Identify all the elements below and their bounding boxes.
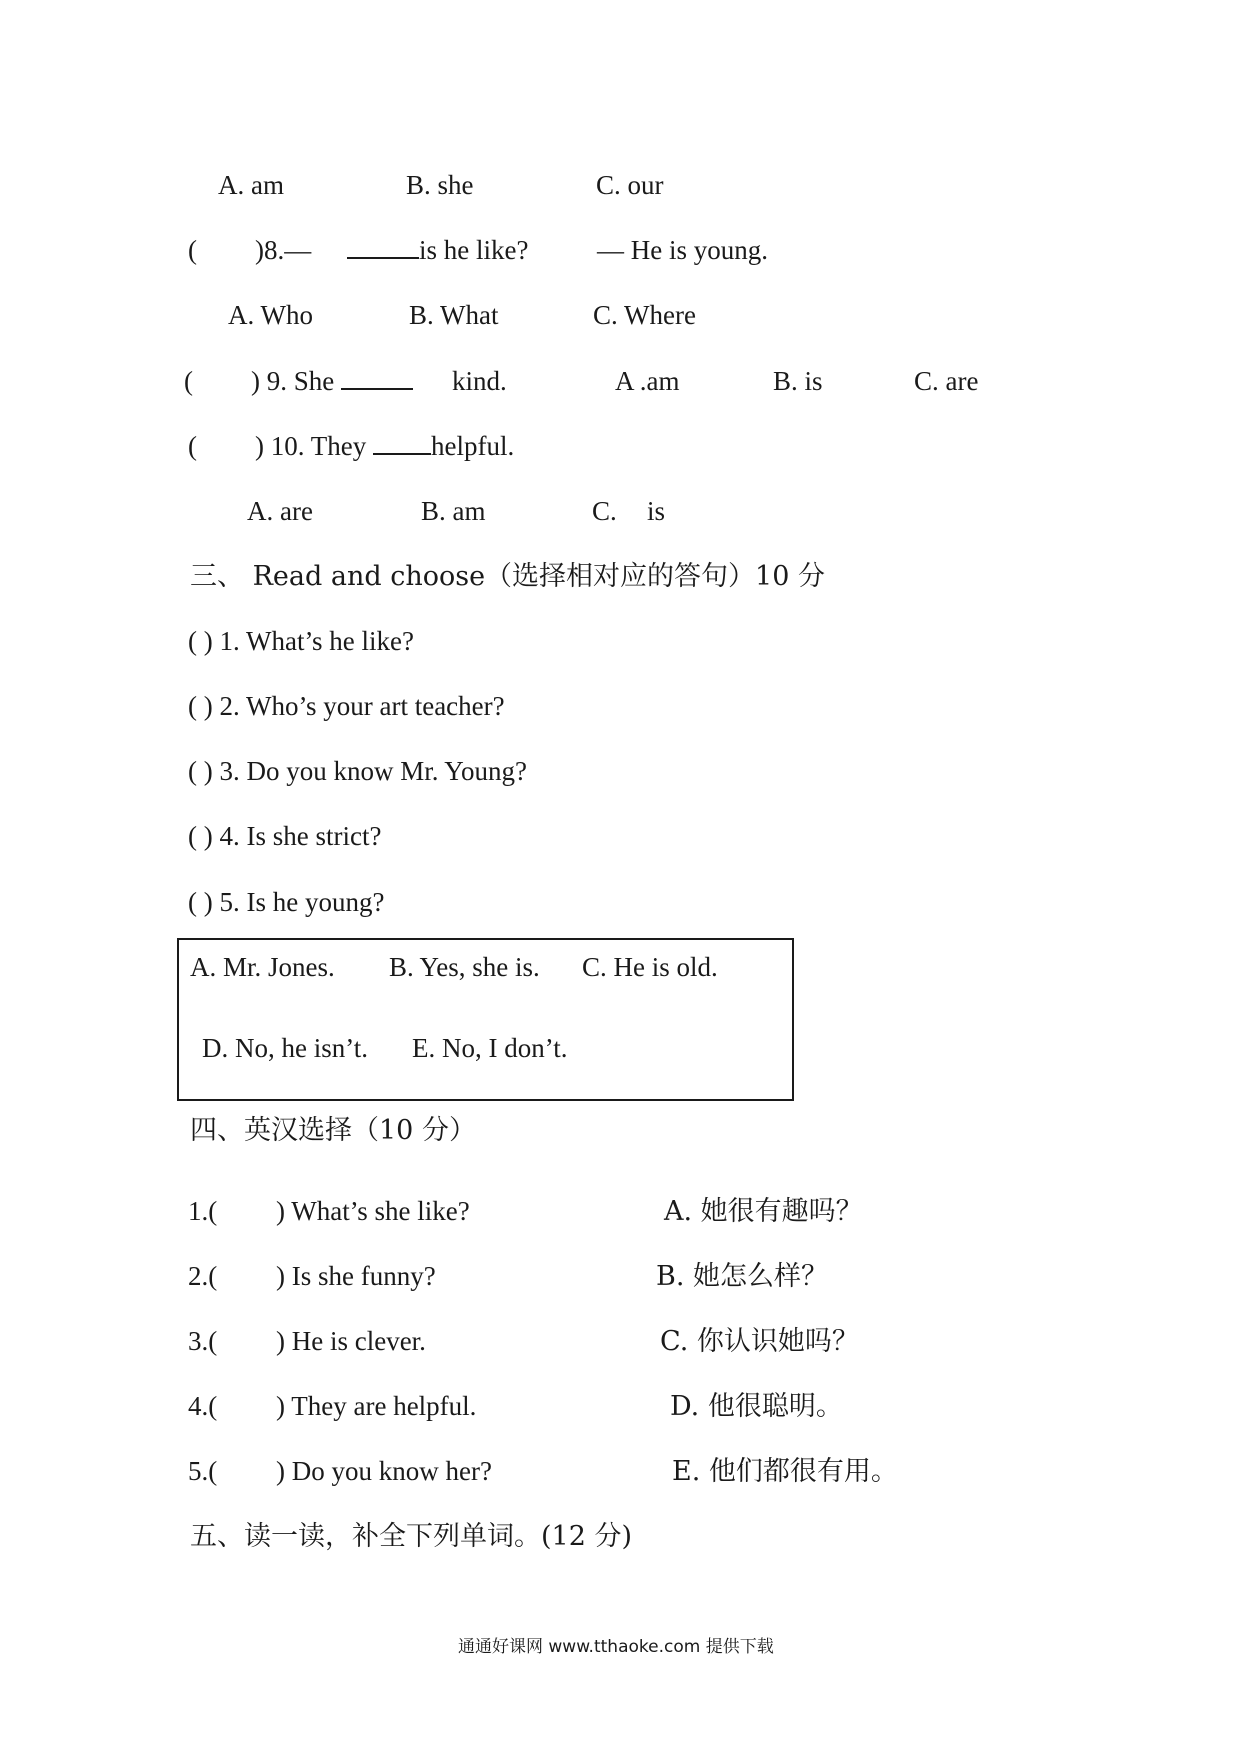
q9-option-a: A .am xyxy=(615,366,680,396)
section4-item-3-number: 3.( xyxy=(188,1326,218,1356)
section4-item-3-english: ) He is clever. xyxy=(276,1326,426,1356)
q10-blank xyxy=(373,453,431,455)
q10-stem xyxy=(255,433,514,460)
q8-option-a: A. Who xyxy=(228,300,313,330)
q10-number: ) 10. They xyxy=(255,431,367,461)
q9-answer-paren: ( xyxy=(184,366,193,396)
q9-option-b: B. is xyxy=(773,366,823,396)
section4-item-1-chinese: A. 她很有趣吗？ xyxy=(664,1196,863,1227)
footer-download-note: 通通好课网 www.tthaoke.com 提供下载 xyxy=(458,1637,774,1657)
q7-option-c: C. our xyxy=(596,170,664,200)
q8-stem xyxy=(347,237,528,264)
q9-number: ) 9. She xyxy=(251,366,335,396)
section4-item-2-chinese: B. 她怎么样？ xyxy=(656,1261,829,1292)
q8-reply: — He is young. xyxy=(597,235,768,265)
q10-option-c-word: is xyxy=(647,496,666,526)
q9-option-c: C. are xyxy=(914,366,979,396)
section4-item-2-number: 2.( xyxy=(188,1261,218,1291)
box-answer-e: E. No, I don’t. xyxy=(412,1033,568,1063)
q9-blank xyxy=(341,388,413,390)
section4-item-3-chinese: C. 你认识她吗？ xyxy=(660,1326,859,1357)
q10-option-a: A. are xyxy=(247,496,313,526)
section5-heading: 五、读一读，补全下列单词。(12 分) xyxy=(190,1521,633,1552)
box-answer-d: D. No, he isn’t. xyxy=(202,1033,368,1063)
box-answer-b: B. Yes, she is. xyxy=(389,952,540,982)
q8-blank xyxy=(347,257,419,259)
q8-answer-paren: ( xyxy=(188,235,197,265)
section4-item-4-number: 4.( xyxy=(188,1391,218,1421)
section3-item-5: ( ) 5. Is he young? xyxy=(188,887,385,917)
section3-item-4: ( ) 4. Is she strict? xyxy=(188,821,382,851)
section4-item-5-number: 5.( xyxy=(188,1456,218,1486)
section4-heading: 四、英汉选择（10 分） xyxy=(190,1115,476,1146)
section4-item-4-chinese: D. 他很聪明。 xyxy=(670,1391,843,1422)
section3-item-2: ( ) 2. Who’s your art teacher? xyxy=(188,691,505,721)
q9-tail: kind. xyxy=(452,366,507,396)
box-answer-a: A. Mr. Jones. xyxy=(190,952,335,982)
section4-item-4-english: ) They are helpful. xyxy=(276,1391,477,1421)
q10-option-b: B. am xyxy=(421,496,486,526)
q8-option-c: C. Where xyxy=(593,300,696,330)
section4-item-1-number: 1.( xyxy=(188,1196,218,1226)
q8-stem-text: is he like? xyxy=(419,235,529,265)
q10-tail: helpful. xyxy=(430,431,515,461)
q9-stem xyxy=(251,368,413,395)
section3-item-3: ( ) 3. Do you know Mr. Young? xyxy=(188,756,528,786)
section4-item-5-chinese: E. 他们都很有用。 xyxy=(672,1456,898,1487)
q10-option-c-letter: C. xyxy=(592,496,617,526)
box-answer-c: C. He is old. xyxy=(582,952,718,982)
section3-item-1: ( ) 1. What’s he like? xyxy=(188,626,414,656)
section4-item-1-english: ) What’s she like? xyxy=(276,1196,470,1226)
section3-heading: 三、 Read and choose（选择相对应的答句）10 分 xyxy=(190,561,826,592)
q7-option-a: A. am xyxy=(218,170,284,200)
q8-option-b: B. What xyxy=(409,300,499,330)
q10-answer-paren: ( xyxy=(188,431,197,461)
section4-item-5-english: ) Do you know her? xyxy=(276,1456,492,1486)
q7-option-b: B. she xyxy=(406,170,474,200)
section4-item-2-english: ) Is she funny? xyxy=(276,1261,436,1291)
q8-number: )8.— xyxy=(255,235,312,265)
